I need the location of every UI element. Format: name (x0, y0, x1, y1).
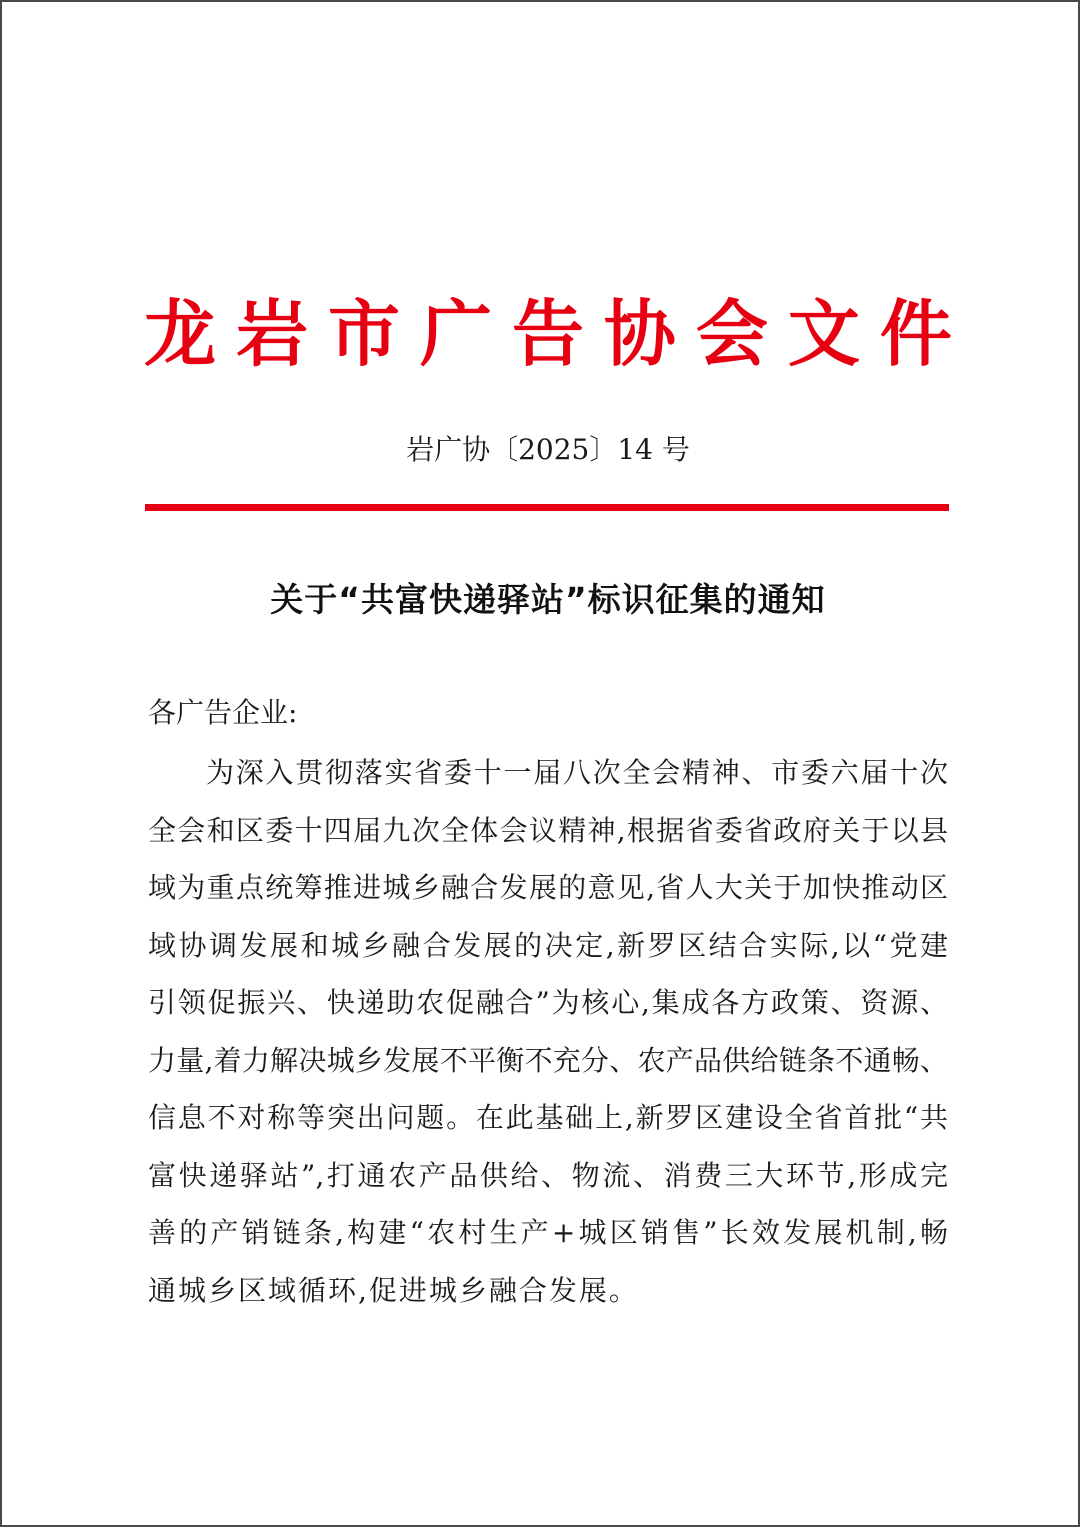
document-title: 关于“共富快递驿站”标识征集的通知 (270, 580, 826, 619)
document-number: 岩广协〔2025〕14 号 (406, 433, 690, 466)
masthead-char: 协 (603, 292, 676, 376)
masthead-char: 件 (879, 292, 952, 376)
body-line: 富快递驿站”,打通农产品供给、物流、消费三大环节,形成完 (148, 1158, 948, 1192)
body-line: 引领促振兴、快递助农促融合”为核心,集成各方政策、资源、 (148, 986, 948, 1019)
body-line: 域协调发展和城乡融合发展的决定,新罗区结合实际,以“党建 (148, 928, 948, 962)
masthead-char: 市 (327, 292, 400, 376)
body-line: 域为重点统筹推进城乡融合发展的意见,省人大关于加快推动区 (148, 871, 948, 904)
masthead-char: 岩 (235, 292, 308, 376)
body-paragraph (148, 744, 948, 1319)
body-line: 信息不对称等突出问题。在此基础上,新罗区建设全省首批“共 (148, 1101, 948, 1134)
body-line: 善的产销链条,构建“农村生产+城区销售”长效发展机制,畅 (148, 1216, 948, 1249)
masthead-char: 龙 (144, 292, 217, 376)
masthead-char: 文 (787, 292, 860, 376)
masthead-char: 会 (695, 292, 768, 376)
masthead-title (144, 284, 952, 384)
body-line: 通城乡区域循环,促进城乡融合发展。 (148, 1273, 639, 1307)
red-divider-rule (145, 504, 949, 511)
masthead-char: 告 (511, 292, 584, 376)
salutation: 各广告企业: (148, 696, 298, 729)
body-line: 力量,着力解决城乡发展不平衡不充分、农产品供给链条不通畅、 (148, 1043, 948, 1077)
body-line: 为深入贯彻落实省委十一届八次全会精神、市委六届十次 (206, 756, 948, 789)
body-line: 全会和区委十四届九次全体会议精神,根据省委省政府关于以县 (148, 813, 948, 847)
masthead-char: 广 (419, 292, 492, 376)
